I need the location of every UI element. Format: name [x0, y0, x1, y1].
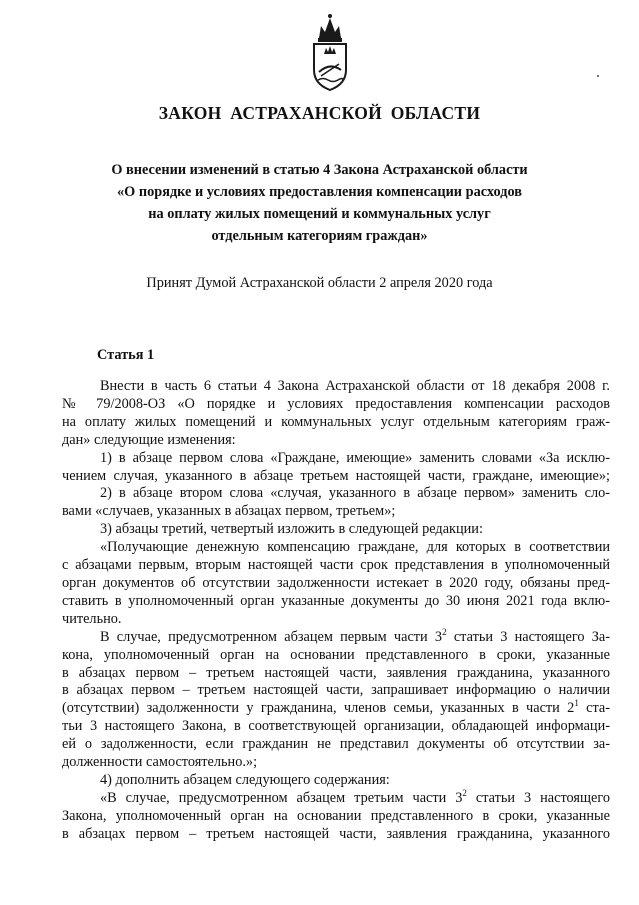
body-line: вами «случаев, указанных в абзацах первом, третьем»; [62, 503, 396, 520]
body-line: кона, уполномоченный орган на основании представленного в сроки, указанные [62, 646, 610, 663]
article-heading: Статья 1 [97, 347, 155, 363]
body-line: в абзацах первом – третьем настоящей части, запрашивает информацию о наличии [62, 682, 610, 699]
body-text: статьи 3 настоящего [475, 789, 610, 806]
body-line: на оплату жилых помещений и коммунальных услуг отдельным категориям граж- [62, 413, 610, 430]
superscript: 1 [574, 698, 579, 709]
body-line: орган документов об отсутствии задолженности истекает в 2020 году, обязаны пред- [62, 574, 610, 591]
body-line: № 79/2008-ОЗ «О порядке и условиях предоставления компенсации расходов [62, 395, 610, 412]
law-subtitle [60, 159, 579, 247]
body-line [62, 700, 610, 718]
scan-speck [597, 75, 599, 77]
body-line: тьи 3 настоящего Закона, в соответствующей организации, обладающей информаци- [62, 718, 610, 735]
subtitle-line: отдельным категориям граждан» [211, 228, 428, 244]
subtitle-line: О внесении изменений в статью 4 Закона Астраханской области [111, 162, 528, 178]
body-line: «Получающие денежную компенсацию граждане, для которых в соответствии [100, 539, 610, 556]
body-line: ей о задолженности, если гражданин не представил документы об отсутствии за- [62, 736, 610, 753]
body-text: статьи 3 настоящего За- [453, 628, 610, 645]
body-line [62, 790, 610, 808]
body-line: ставить в уполномоченный орган указанные документы до 30 июня 2021 года вклю- [62, 592, 610, 609]
body-line: 3) абзацы третий, четвертый изложить в следующей редакции: [100, 521, 483, 538]
law-title: ЗАКОН АСТРАХАНСКОЙ ОБЛАСТИ [158, 103, 481, 123]
body-line: дан» следующие изменения: [62, 431, 236, 448]
body-line: чением случая, указанного в абзаце третьем настоящей части, граждане, имеющие»; [62, 467, 610, 484]
body-line: в абзацах первом – третьем настоящей части, заявления гражданина, указанного [62, 664, 610, 681]
body-text: В случае, предусмотренном абзацем первым части 3 [100, 628, 443, 645]
body-line: 4) дополнить абзацем следующего содержания: [100, 771, 390, 788]
body-line: долженности самостоятельно.»; [62, 754, 258, 771]
coat-of-arms-emblem-icon [307, 12, 353, 92]
body-line: Внести в часть 6 статьи 4 Закона Астраханской области от 18 декабря 2008 г. [100, 378, 610, 394]
body-line: чительно. [62, 610, 122, 627]
body-line: в абзацах первом – третьем настоящей части, заявления гражданина, указанного [62, 825, 610, 842]
article-body [62, 378, 610, 844]
body-line: с абзацами первым, вторым настоящей части срок представления в уполномоченный [62, 557, 610, 574]
subtitle-line: на оплату жилых помещений и коммунальных услуг [148, 206, 491, 222]
body-text: (отсутствии) задолженности у гражданина, членов семьи, указанных в части 2 [62, 700, 575, 717]
body-line [62, 626, 610, 647]
body-line: 2) в абзаце втором слова «случая, указанного в абзаце первом» заменить сло- [100, 485, 610, 502]
body-text: ста- [586, 700, 611, 717]
adoption-note: Принят Думой Астраханской области 2 апреля 2020 года [146, 275, 493, 291]
body-text: «В случае, предусмотренном абзацем третьим части 3 [100, 789, 463, 806]
body-line: 1) в абзаце первом слова «Граждане, имеющие» заменить словами «За исклю- [100, 449, 610, 466]
superscript: 2 [442, 626, 447, 637]
subtitle-line: «О порядке и условиях предоставления компенсации расходов [117, 184, 522, 200]
body-line: Закона, уполномоченный орган на основании представленного в сроки, указанные [62, 807, 610, 824]
superscript: 2 [462, 788, 467, 799]
